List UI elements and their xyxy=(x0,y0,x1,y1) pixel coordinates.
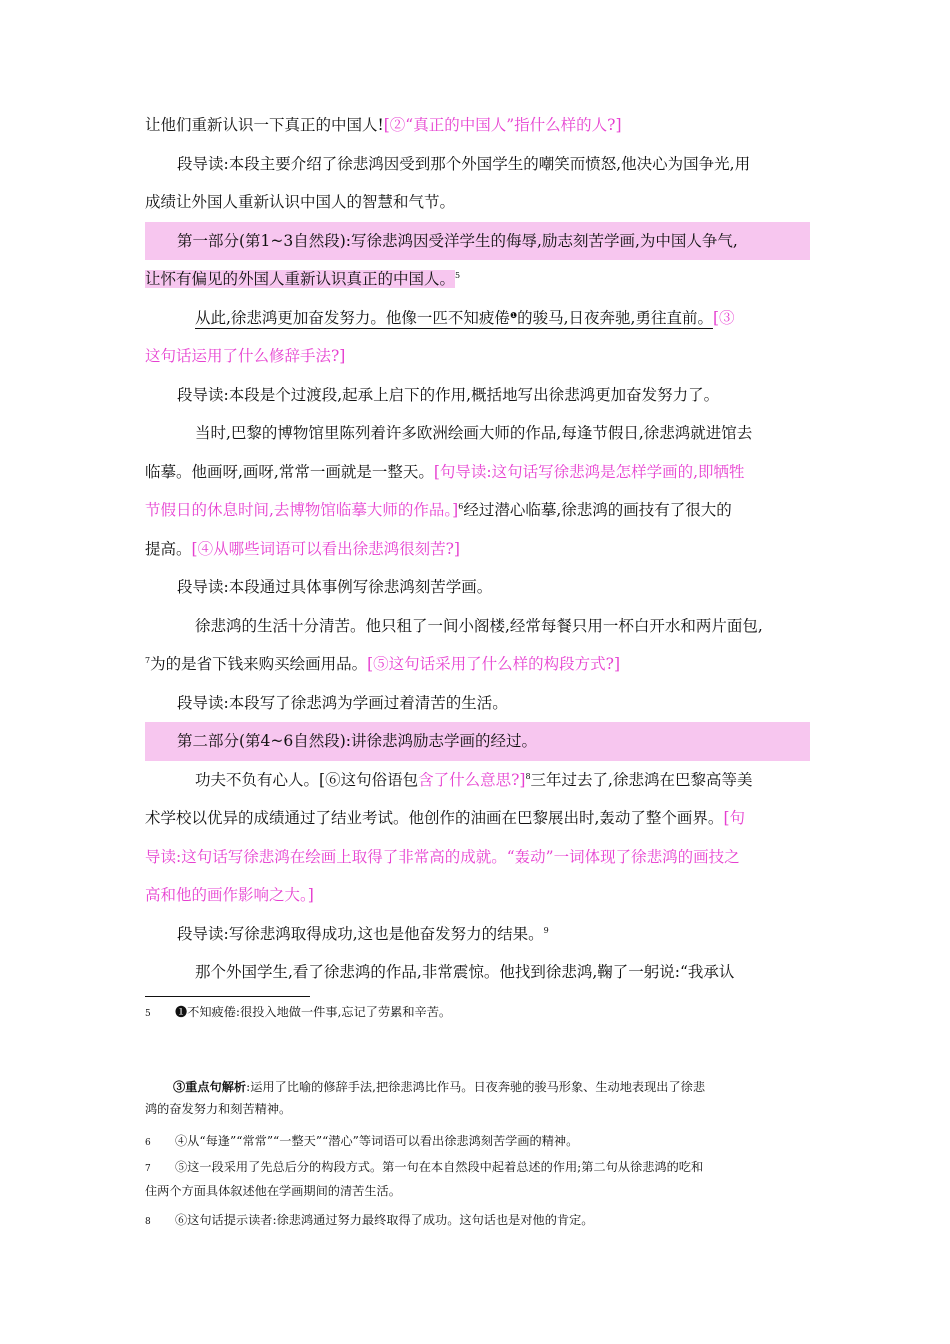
text-line xyxy=(145,183,810,222)
footnote-8 xyxy=(145,1209,810,1233)
body-text: 经过潜心临摹,徐悲鸿的画技有了很大的 xyxy=(463,501,732,519)
text-line xyxy=(145,453,810,492)
annotation-question: [⑥这句俗语包 xyxy=(319,770,419,789)
annotation-question: [④从哪些词语可以看出徐悲鸿很刻苦?] xyxy=(191,539,460,558)
annotation-question: 含了什么意思?] xyxy=(418,770,526,789)
text-line xyxy=(145,530,810,569)
body-paragraph xyxy=(145,607,810,646)
footnote-analysis xyxy=(145,1076,810,1120)
footnote-number: 7 xyxy=(145,1164,151,1174)
body-text: 当时,巴黎的博物馆里陈列着许多欧洲绘画大师的作品,每逢节假日,徐悲鸿就进馆去 xyxy=(195,424,753,442)
text-line xyxy=(145,337,810,376)
body-paragraph xyxy=(145,761,810,800)
body-text: 术学校以优异的成绩通过了结业考试。他创作的油画在巴黎展出时,轰动了整个画界。 xyxy=(145,809,724,827)
body-text: 为的是省下钱来购买绘画用品。 xyxy=(150,655,368,673)
text-line xyxy=(145,838,810,877)
guide-text: 段导读:本段主要介绍了徐悲鸿因受到那个外国学生的嘲笑而愤怒,他决心为国争光,用 xyxy=(177,154,751,173)
sentence-guide: 导读:这句话写徐悲鸿在绘画上取得了非常高的成就。“轰动”一词体现了徐悲鸿的画技之 xyxy=(145,847,740,866)
text-line xyxy=(145,645,810,684)
footnote-text: :运用了比喻的修辞手法,把徐悲鸿比作马。日夜奔驰的骏马形象、生动地表现出了徐悲 xyxy=(246,1080,706,1094)
underlined-sentence: 的骏马,日夜奔驰,勇往直前。 xyxy=(517,308,713,327)
footnote-number: 5 xyxy=(145,1009,151,1019)
footnote-5 xyxy=(145,1001,810,1025)
sentence-guide: 节假日的休息时间,去博物馆临摹大师的作品。] xyxy=(145,501,459,519)
guide-text: 段导读:本段通过具体事例写徐悲鸿刻苦学画。 xyxy=(177,578,493,596)
footnote-bold-label: ③重点句解析 xyxy=(173,1080,247,1094)
footnote-text: ⑤这一段采用了先总后分的构段方式。第一句在本自然段中起着总述的作用;第二句从徐悲鸿的吃和 xyxy=(175,1160,704,1174)
guide-text: 段导读:本段是个过渡段,起承上启下的作用,概括地写出徐悲鸿更加奋发努力了。 xyxy=(177,385,720,404)
text-line xyxy=(145,260,810,299)
footnote-ref: 7 xyxy=(145,655,151,665)
text-line xyxy=(145,876,810,915)
annotation-question: [③ xyxy=(712,308,735,327)
underlined-sentence: 从此,徐悲鸿更加奋发努力。他像一匹不知疲倦 xyxy=(195,308,510,327)
footnote-text: ❶不知疲倦:很投入地做一件事,忘记了劳累和辛苦。 xyxy=(175,1005,452,1019)
body-text: 提高。 xyxy=(145,539,192,558)
footnote-text: ④从“每逢”“常常”“一整天”“潜心”等词语可以看出徐悲鸿刻苦学画的精神。 xyxy=(175,1134,579,1148)
sentence-guide: [句 xyxy=(723,809,745,827)
paragraph-guide xyxy=(145,568,810,607)
body-text: 那个外国学生,看了徐悲鸿的作品,非常震惊。他找到徐悲鸿,鞠了一躬说:“我承认 xyxy=(195,963,735,981)
part-summary-text: 第一部分(第1~3自然段):写徐悲鸿因受洋学生的侮辱,励志刻苦学画,为中国人争气, xyxy=(177,231,738,250)
body-paragraph xyxy=(145,299,810,338)
note-marker: ❶ xyxy=(509,310,518,320)
part-summary-text: 第二部分(第4~6自然段):讲徐悲鸿励志学画的经过。 xyxy=(177,732,538,750)
footnote-text: ⑥这句话提示读者:徐悲鸿通过努力最终取得了成功。这句话也是对他的肯定。 xyxy=(175,1213,594,1227)
sentence-guide: [句导读:这句话写徐悲鸿是怎样学画的,即牺牲 xyxy=(433,462,745,481)
footnote-ref: 6 xyxy=(458,501,464,511)
footnote-6 xyxy=(145,1130,810,1154)
paragraph-guide xyxy=(145,376,810,415)
body-paragraph xyxy=(145,953,810,992)
guide-text: 成绩让外国人重新认识中国人的智慧和气节。 xyxy=(145,193,456,211)
text-line xyxy=(145,491,810,530)
part-summary-highlight xyxy=(145,222,810,261)
footnote-7 xyxy=(145,1156,810,1202)
footnote-ref: 8 xyxy=(525,771,531,781)
guide-text: 段导读:写徐悲鸿取得成功,这也是他奋发努力的结果。 xyxy=(177,924,544,943)
sentence-guide: 高和他的画作影响之大。] xyxy=(145,886,314,904)
text-line xyxy=(145,799,810,838)
body-text: 让他们重新认识一下真正的中国人! xyxy=(145,116,384,134)
text-line xyxy=(145,106,810,145)
body-text: 临摹。他画呀,画呀,常常一画就是一整天。 xyxy=(145,462,434,481)
annotation-question: [⑤这句话采用了什么样的构段方式?] xyxy=(367,655,621,673)
body-text: 三年过去了,徐悲鸿在巴黎高等美 xyxy=(530,770,753,789)
paragraph-guide xyxy=(145,145,810,184)
footnote-line xyxy=(145,1076,810,1098)
part-summary-text: 让怀有偏见的外国人重新认识真正的中国人。 xyxy=(145,270,456,288)
footnote-ref: 5 xyxy=(455,270,461,280)
paragraph-guide xyxy=(145,915,810,954)
footnote-divider xyxy=(145,996,310,997)
body-paragraph xyxy=(145,414,810,453)
body-text: 徐悲鸿的生活十分清苦。他只租了一间小阁楼,经常每餐只用一杯白开水和两片面包, xyxy=(195,616,763,635)
footnote-ref: 9 xyxy=(543,925,549,935)
part-summary-highlight xyxy=(145,722,810,761)
paragraph-guide xyxy=(145,684,810,723)
footnote-text: 住两个方面具体叙述他在学画期间的清苦生活。 xyxy=(145,1184,401,1198)
annotation-question: [②“真正的中国人”指什么样的人?] xyxy=(383,116,622,134)
annotation-question: 这句话运用了什么修辞手法?] xyxy=(145,347,346,365)
guide-text: 段导读:本段写了徐悲鸿为学画过着清苦的生活。 xyxy=(177,693,508,712)
footnote-text: 鸿的奋发努力和刻苦精神。 xyxy=(145,1102,292,1116)
body-text: 功夫不负有心人。 xyxy=(195,770,320,789)
footnote-number: 6 xyxy=(145,1138,151,1148)
footnote-number: 8 xyxy=(145,1217,151,1227)
main-text xyxy=(145,106,810,992)
